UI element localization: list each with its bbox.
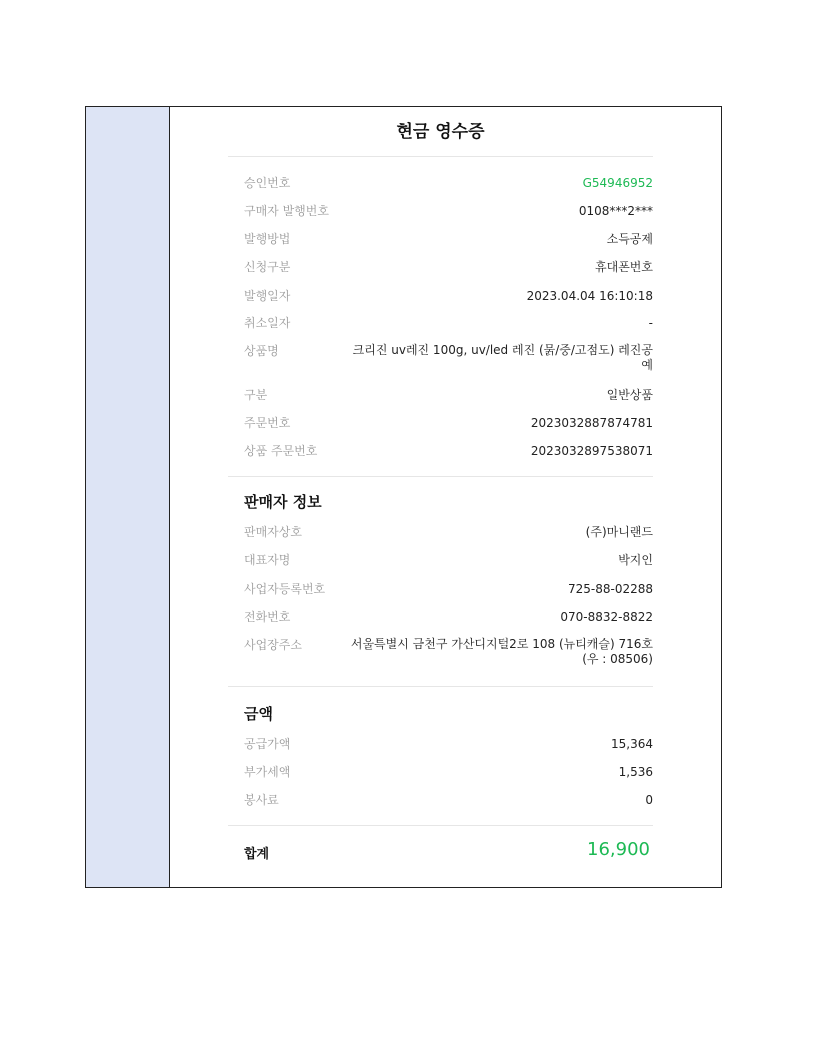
row-representative [228,552,653,568]
row-label: 구매자 발행번호 [244,204,329,218]
side-panel [86,107,170,887]
row-value: 15,364 [611,737,653,751]
row-label: 발행일자 [244,289,291,303]
divider [228,476,653,477]
row-issue-method [228,231,653,247]
row-value: 일반상품 [606,388,653,402]
row-category [228,387,653,403]
divider [228,686,653,687]
row-value: G54946952 [582,176,653,190]
row-seller-name [228,524,653,540]
row-phone [228,609,653,625]
seller-heading: 판매자 정보 [244,493,322,511]
row-request-type [228,259,653,275]
row-value: 2023032887874781 [530,416,653,430]
divider [228,156,653,157]
row-label: 공급가액 [244,737,291,751]
row-value: 0 [645,793,653,807]
row-value: 2023032897538071 [530,444,653,458]
row-business-number [228,581,653,597]
row-label: 승인번호 [244,176,291,190]
row-value: 070-8832-8822 [560,610,653,624]
row-label: 주문번호 [244,416,291,430]
row-approval-number [228,175,653,191]
total-label: 합계 [244,847,270,862]
row-label: 전화번호 [244,610,291,624]
total-value: 16,900 [587,839,650,860]
row-product-order-number [228,443,653,459]
row-label: 대표자명 [244,553,291,567]
row-label: 구분 [244,388,268,402]
row-vat [228,764,653,780]
row-label: 판매자상호 [244,525,302,539]
row-buyer-number [228,203,653,219]
row-issue-date [228,288,653,304]
row-value: (주)마니랜드 [585,525,653,539]
row-label: 신청구분 [244,260,291,274]
row-address [228,637,653,669]
row-value: - [648,316,653,330]
divider [228,825,653,826]
row-value: 소득공제 [606,232,653,246]
row-value: 725-88-02288 [567,582,653,596]
row-supply-amount [228,736,653,752]
receipt-content [170,107,721,887]
row-product-name [228,343,653,375]
row-value: 크리진 uv레진 100g, uv/led 레진 (묽/중/고점도) 레진공예 [352,343,653,372]
row-label: 봉사료 [244,793,279,807]
row-value: 휴대폰번호 [595,260,653,274]
row-label: 상품 주문번호 [244,444,318,458]
row-value: 2023.04.04 16:10:18 [526,289,653,303]
receipt-frame [85,106,722,888]
row-label: 부가세액 [244,765,291,779]
row-value: 0108***2*** [578,204,653,218]
row-cancel-date [228,315,653,331]
row-label: 상품명 [244,344,279,358]
row-label: 취소일자 [244,316,291,330]
row-service-charge [228,792,653,808]
row-label: 사업장주소 [244,638,302,652]
row-label: 발행방법 [244,232,291,246]
row-value: 1,536 [618,765,653,779]
receipt-title: 현금 영수증 [396,122,485,142]
row-value: 박지인 [618,553,653,567]
row-label: 사업자등록번호 [244,582,326,596]
amount-heading: 금액 [244,705,273,723]
row-order-number [228,415,653,431]
row-value: 서울특별시 금천구 가산디지털2로 108 (뉴티캐슬) 716호 (우 : 08506) [350,637,653,666]
